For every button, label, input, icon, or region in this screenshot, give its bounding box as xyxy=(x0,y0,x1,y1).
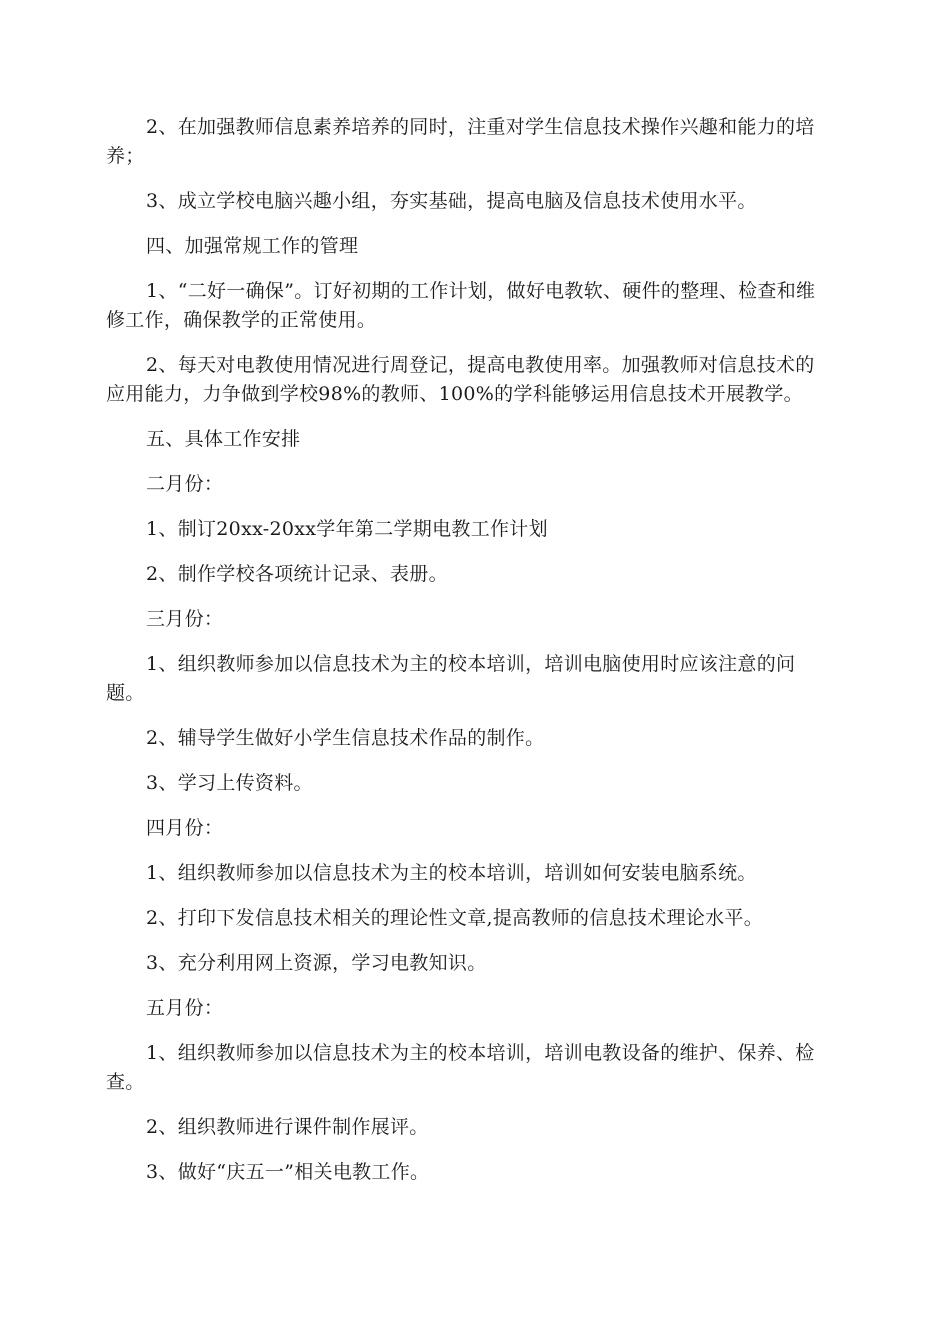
paragraph: 2、在加强教师信息素养培养的同时，注重对学生信息技术操作兴趣和能力的培养； xyxy=(106,116,815,167)
paragraph: 1、组织教师参加以信息技术为主的校本培训，培训电脑使用时应该注意的问题。 xyxy=(106,653,796,704)
paragraph: 2、辅导学生做好小学生信息技术作品的制作。 xyxy=(146,727,545,749)
paragraph: 1、制订20xx-20xx学年第二学期电教工作计划 xyxy=(146,518,548,540)
paragraph: 2、组织教师进行课件制作展评。 xyxy=(146,1116,429,1138)
paragraph: 1、“二好一确保”。订好初期的工作计划，做好电教软、硬件的整理、检查和维修工作，确保教学的正常使用。 xyxy=(106,280,816,331)
paragraph: 3、充分利用网上资源，学习电教知识。 xyxy=(146,952,487,974)
paragraph: 2、制作学校各项统计记录、表册。 xyxy=(146,563,448,585)
section-heading: 五、具体工作安排 xyxy=(146,428,301,450)
paragraph: 3、成立学校电脑兴趣小组，夯实基础，提高电脑及信息技术使用水平。 xyxy=(146,190,757,212)
paragraph: 2、每天对电教使用情况进行周登记，提高电教使用率。加强教师对信息技术的应用能力，力争做到学校98%的教师、100%的学科能够运用信息技术开展教学。 xyxy=(106,354,815,405)
paragraph: 1、组织教师参加以信息技术为主的校本培训，培训电教设备的维护、保养、检查。 xyxy=(106,1042,815,1093)
month-heading: 三月份： xyxy=(146,608,224,630)
month-heading: 五月份： xyxy=(146,997,224,1019)
paragraph: 1、组织教师参加以信息技术为主的校本培训，培训如何安装电脑系统。 xyxy=(146,862,757,884)
month-heading: 二月份： xyxy=(146,473,224,495)
section-heading: 四、加强常规工作的管理 xyxy=(146,235,359,257)
document-body xyxy=(106,113,831,1203)
month-heading: 四月份： xyxy=(146,817,224,839)
paragraph: 3、学习上传资料。 xyxy=(146,772,313,794)
paragraph: 3、做好“庆五一”相关电教工作。 xyxy=(146,1161,430,1183)
paragraph: 2、打印下发信息技术相关的理论性文章,提高教师的信息技术理论水平。 xyxy=(146,907,764,929)
